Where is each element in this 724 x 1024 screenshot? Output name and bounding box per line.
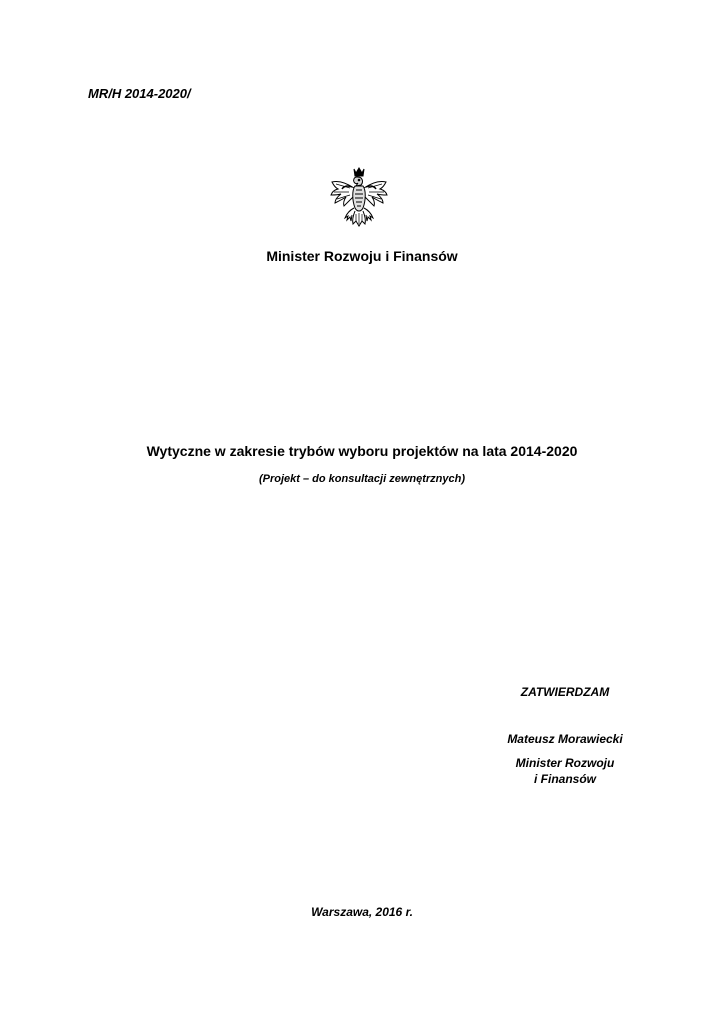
signer-name: Mateusz Morawiecki [507,732,623,746]
place-and-date: Warszawa, 2016 r. [311,905,413,919]
issuer-heading: Minister Rozwoju i Finansów [266,248,458,264]
signer-role-line1: Minister Rozwoju [515,756,615,770]
document-reference: MR/H 2014-2020/ [88,86,191,101]
eagle-emblem-icon [328,166,390,232]
document-subtitle: (Projekt – do konsultacji zewnętrznych) [259,473,465,485]
approval-word: ZATWIERDZAM [520,685,610,699]
signer-role-line2: i Finansów [533,772,596,786]
document-title: Wytyczne w zakresie trybów wyboru projektów na lata 2014-2020 [146,443,578,459]
